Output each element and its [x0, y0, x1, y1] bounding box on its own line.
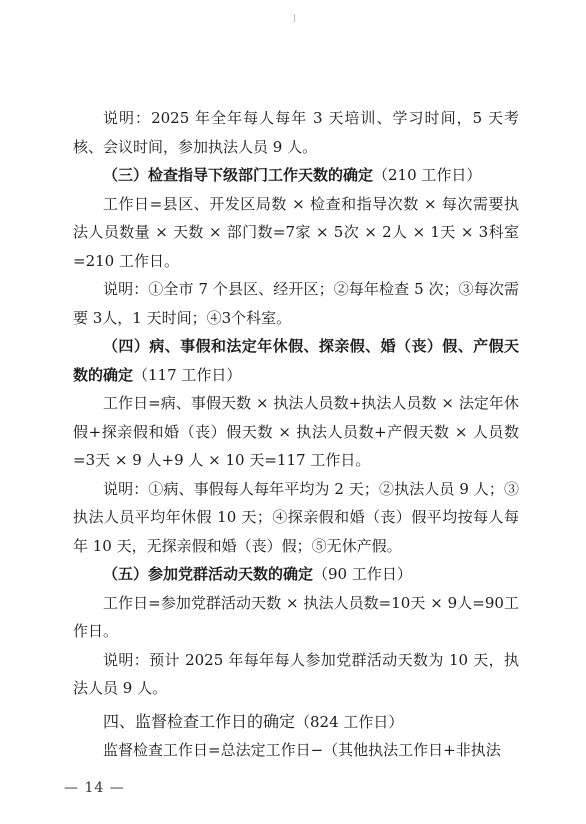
- document-body: [73, 104, 519, 765]
- paragraph-training-note: 说明：2025 年全年每人每年 3 天培训、学习时间，5 天考核、会议时间，参加执法人员 9 人。: [73, 109, 519, 156]
- section-heading-main-4-count: （824 工作日）: [295, 712, 404, 731]
- binding-mark: [294, 14, 295, 22]
- section-heading-4-count: （117 工作日）: [133, 365, 242, 384]
- paragraph-party-note: 说明：预计 2025 年每年每人参加党群活动天数为 10 天，执法人员 9 人。: [73, 650, 519, 697]
- paragraph-supervision-formula: 监督检查工作日=总法定工作日−（其他执法工作日+非执法: [103, 741, 501, 759]
- section-heading-3: [73, 161, 519, 190]
- paragraph-leave-note: 说明：①病、事假每人每年平均为 2 天；②执法人员 9 人；③执法人员平均年休假 10 天；④探亲假和婚（丧）假平均按每人每年 10 天，无探亲假和婚（丧）假；⑤无休产假。: [73, 479, 519, 555]
- section-heading-4: [73, 332, 519, 389]
- section-heading-5: [73, 560, 519, 589]
- paragraph-inspection-note: 说明：①全市 7 个县区、经开区；②每年检查 5 次；③每次需要 3人，1 天时间；④3个科室。: [73, 280, 519, 327]
- paragraph-party-formula: 工作日=参加党群活动天数 × 执法人员数=10天 × 9人=90工作日。: [73, 593, 519, 640]
- paragraph-inspection-formula: 工作日=县区、开发区局数 × 检查和指导次数 × 每次需要执法人员数量 × 天数 × 部门数=7家 × 5次 × 2人 × 1天 × 3科室=210 工作日。: [73, 194, 519, 270]
- section-heading-5-count: （90 工作日）: [313, 565, 412, 583]
- section-heading-4-title: （四）病、事假和法定年休假、探亲假、婚（丧）假、产假天数的确定: [73, 337, 519, 384]
- section-heading-main-4-title: 四、监督检查工作日的确定: [103, 711, 296, 731]
- page-number: — 14 —: [64, 780, 125, 796]
- paragraph-leave-formula: 工作日=病、事假天数 × 执法人员数+执法人员数 × 法定年休假+探亲假和婚（丧）假天数 × 执法人员数+产假天数 × 人员数=3天 × 9 人+9 人 × 10 天=117 工作日。: [73, 394, 519, 469]
- section-heading-3-title: （三）检查指导下级部门工作天数的确定: [103, 166, 374, 184]
- section-heading-5-title: （五）参加党群活动天数的确定: [103, 565, 314, 583]
- section-heading-3-count: （210 工作日）: [373, 166, 482, 184]
- section-heading-main-4: [73, 708, 519, 737]
